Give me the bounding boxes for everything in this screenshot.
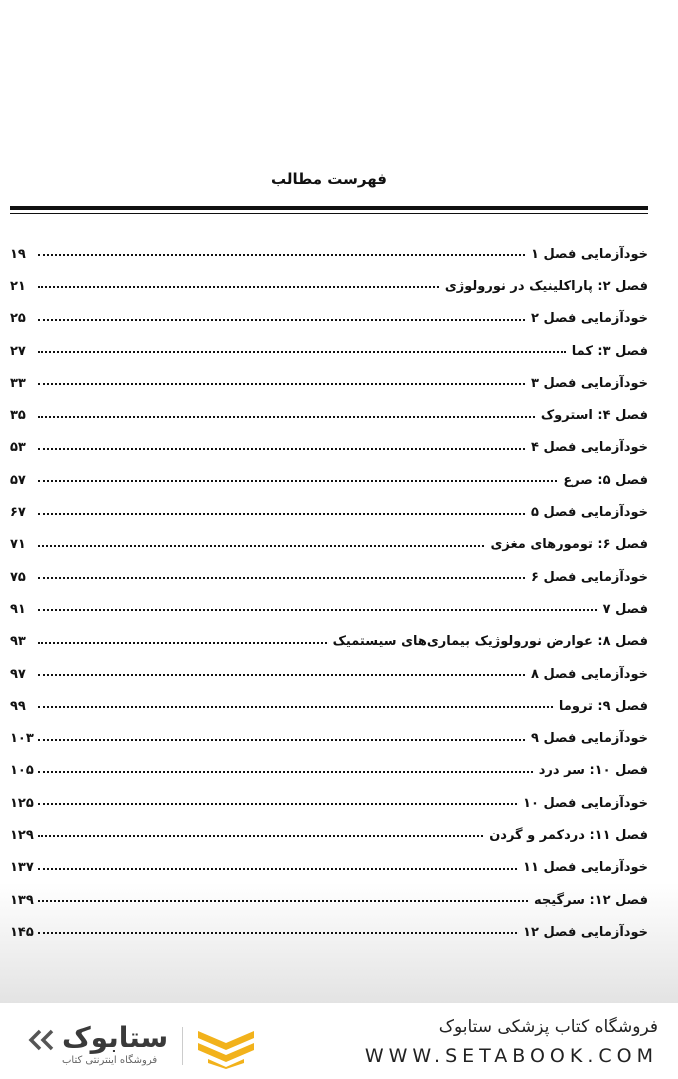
toc-list <box>10 238 648 949</box>
toc-row[interactable] <box>10 626 648 658</box>
toc-dot-leader <box>38 642 327 644</box>
toc-entry-label: فصل ۳: کما <box>571 343 648 359</box>
toc-entry-label: فصل ۱۲: سرگیجه <box>533 892 648 908</box>
toc-row[interactable] <box>10 335 648 367</box>
header-rule-thin <box>10 213 648 214</box>
logo-wordmark: ستابوک <box>62 1021 169 1054</box>
toc-entry-label: فصل ۵: صرع <box>563 472 648 488</box>
toc-dot-leader <box>38 577 525 579</box>
toc-row[interactable] <box>10 432 648 464</box>
toc-dot-leader <box>38 803 517 805</box>
double-chevron-left-icon <box>28 1029 58 1051</box>
toc-entry-label: فصل ۱۱: دردکمر و گردن <box>489 827 648 843</box>
toc-dot-leader <box>38 771 533 773</box>
toc-entry-label: فصل ۱۰: سر درد <box>538 763 648 779</box>
toc-row[interactable] <box>10 238 648 270</box>
toc-row[interactable] <box>10 819 648 851</box>
toc-page-number: ۹۳ <box>10 634 26 650</box>
toc-dot-leader <box>38 932 517 934</box>
toc-dot-leader <box>38 868 517 870</box>
toc-entry-label: خودآزمایی فصل ۱۱ <box>523 860 648 876</box>
toc-entry-label: خودآزمایی فصل ۶ <box>530 569 648 585</box>
toc-page-number: ۳۳ <box>10 375 26 391</box>
toc-dot-leader <box>38 835 483 837</box>
toc-page-number: ۱۴۵ <box>10 924 34 940</box>
toc-page-number: ۹۹ <box>10 698 26 714</box>
toc-dot-leader <box>38 900 528 902</box>
toc-row[interactable] <box>10 755 648 787</box>
toc-dot-leader <box>38 706 553 708</box>
toc-page-number: ۱۲۵ <box>10 795 34 811</box>
stacked-chevrons-logo-icon <box>194 1025 258 1069</box>
store-logo[interactable] <box>28 1023 260 1071</box>
toc-entry-label: فصل ۲: پاراکلینیک در نورولوژی <box>444 278 648 294</box>
toc-dot-leader <box>38 480 557 482</box>
toc-entry-label: خودآزمایی فصل ۳ <box>530 375 648 391</box>
toc-row[interactable] <box>10 787 648 819</box>
toc-page-number: ۵۳ <box>10 440 26 456</box>
toc-row[interactable] <box>10 270 648 302</box>
toc-row[interactable] <box>10 496 648 528</box>
toc-row[interactable] <box>10 852 648 884</box>
toc-row[interactable] <box>10 367 648 399</box>
toc-page-number: ۱۳۷ <box>10 860 34 876</box>
toc-row[interactable] <box>10 884 648 916</box>
toc-entry-label: خودآزمایی فصل ۱۰ <box>523 795 648 811</box>
toc-page-number: ۳۵ <box>10 408 26 424</box>
toc-dot-leader <box>38 351 566 353</box>
toc-row[interactable] <box>10 593 648 625</box>
header-rule-thick <box>10 206 648 210</box>
toc-dot-leader <box>38 545 484 547</box>
toc-dot-leader <box>38 383 525 385</box>
store-url[interactable]: WWW.SETABOOK.COM <box>364 1045 658 1067</box>
toc-entry-label: فصل ۹: تروما <box>558 698 648 714</box>
logo-subtitle: فروشگاه اینترنتی کتاب <box>62 1055 158 1066</box>
toc-entry-label: خودآزمایی فصل ۱۲ <box>523 924 648 940</box>
toc-row[interactable] <box>10 658 648 690</box>
toc-row[interactable] <box>10 916 648 948</box>
toc-entry-label: فصل ۶: تومورهای مغزی <box>490 537 648 553</box>
toc-page-number: ۲۷ <box>10 343 26 359</box>
toc-entry-label: خودآزمایی فصل ۴ <box>530 440 648 456</box>
toc-page-number: ۱۰۵ <box>10 763 34 779</box>
toc-dot-leader <box>38 319 525 321</box>
toc-entry-label: خودآزمایی فصل ۱ <box>530 246 648 262</box>
toc-page-number: ۲۱ <box>10 278 26 294</box>
page-title: فهرست مطالب <box>271 170 387 188</box>
toc-dot-leader <box>38 609 597 611</box>
toc-page-number: ۹۱ <box>10 601 26 617</box>
toc-entry-label: فصل ۷ <box>602 601 648 617</box>
toc-entry-label: خودآزمایی فصل ۵ <box>530 505 648 521</box>
toc-page-number: ۱۲۹ <box>10 827 34 843</box>
footer-banner <box>0 1003 678 1079</box>
toc-row[interactable] <box>10 722 648 754</box>
toc-page-number: ۱۳۹ <box>10 892 34 908</box>
toc-page-number: ۷۱ <box>10 537 26 553</box>
toc-page-number: ۷۵ <box>10 569 26 585</box>
toc-dot-leader <box>38 254 525 256</box>
logo-divider <box>182 1027 183 1065</box>
toc-page-number: ۱۰۳ <box>10 731 34 747</box>
toc-entry-label: خودآزمایی فصل ۹ <box>530 731 648 747</box>
toc-row[interactable] <box>10 303 648 335</box>
toc-page-number: ۶۷ <box>10 505 26 521</box>
toc-dot-leader <box>38 513 525 515</box>
toc-row[interactable] <box>10 561 648 593</box>
toc-dot-leader <box>38 674 525 676</box>
toc-entry-label: خودآزمایی فصل ۲ <box>530 311 648 327</box>
toc-row[interactable] <box>10 464 648 496</box>
toc-dot-leader <box>38 448 525 450</box>
toc-dot-leader <box>38 416 535 418</box>
toc-row[interactable] <box>10 529 648 561</box>
toc-dot-leader <box>38 739 525 741</box>
toc-page-number: ۵۷ <box>10 472 26 488</box>
toc-row[interactable] <box>10 399 648 431</box>
toc-dot-leader <box>38 286 439 288</box>
store-name: فروشگاه کتاب پزشکی ستابوک <box>438 1017 658 1037</box>
toc-page-number: ۲۵ <box>10 311 26 327</box>
toc-row[interactable] <box>10 690 648 722</box>
toc-entry-label: فصل ۴: استروک <box>540 408 648 424</box>
toc-page-number: ۱۹ <box>10 246 26 262</box>
toc-entry-label: خودآزمایی فصل ۸ <box>530 666 648 682</box>
toc-entry-label: فصل ۸: عوارض نورولوژیک بیماری‌های سیستمیک <box>332 634 648 650</box>
toc-page-number: ۹۷ <box>10 666 26 682</box>
